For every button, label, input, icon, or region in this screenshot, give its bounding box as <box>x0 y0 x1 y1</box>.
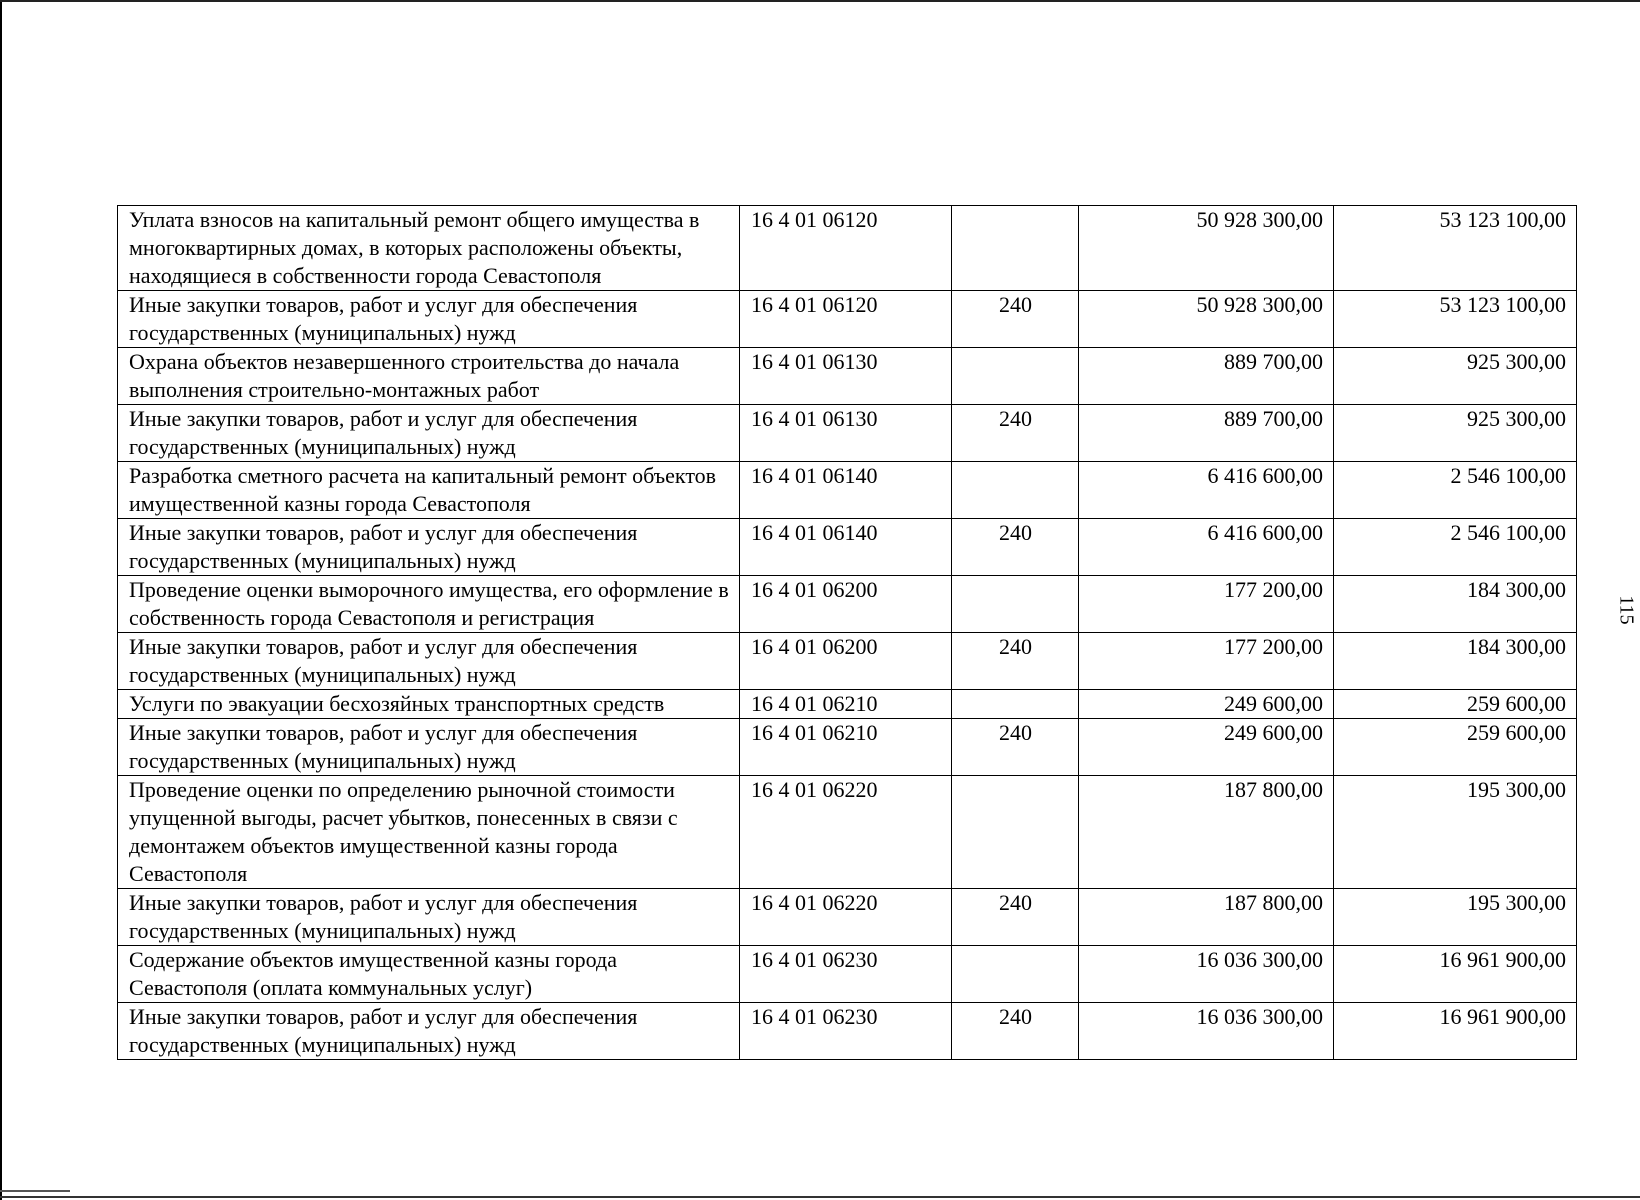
row-code: 16 4 01 06120 <box>740 291 952 348</box>
row-amount-1: 50 928 300,00 <box>1079 291 1334 348</box>
row-amount-2: 2 546 100,00 <box>1334 462 1577 519</box>
row-code: 16 4 01 06230 <box>740 946 952 1003</box>
row-name: Иные закупки товаров, работ и услуг для обеспечения государственных (муниципальных) нужд <box>118 633 740 690</box>
row-code: 16 4 01 06120 <box>740 206 952 291</box>
row-expense-type: 240 <box>952 1003 1079 1060</box>
row-amount-2: 195 300,00 <box>1334 776 1577 889</box>
row-amount-1: 6 416 600,00 <box>1079 462 1334 519</box>
row-name: Иные закупки товаров, работ и услуг для обеспечения государственных (муниципальных) нужд <box>118 519 740 576</box>
row-code: 16 4 01 06130 <box>740 348 952 405</box>
table-row <box>118 291 1577 348</box>
row-code: 16 4 01 06200 <box>740 633 952 690</box>
table-row <box>118 462 1577 519</box>
row-amount-1: 177 200,00 <box>1079 633 1334 690</box>
row-amount-2: 925 300,00 <box>1334 405 1577 462</box>
table-row <box>118 946 1577 1003</box>
table-row <box>118 776 1577 889</box>
row-name: Уплата взносов на капитальный ремонт общего имущества в многоквартирных домах, в которых расположены объекты, находящиеся в собственности города Севастополя <box>118 206 740 291</box>
table-row <box>118 348 1577 405</box>
row-expense-type: 240 <box>952 291 1079 348</box>
row-expense-type <box>952 348 1079 405</box>
row-code: 16 4 01 06140 <box>740 519 952 576</box>
row-amount-2: 259 600,00 <box>1334 690 1577 719</box>
table-row <box>118 1003 1577 1060</box>
scan-edge-left <box>0 0 2 1200</box>
row-amount-1: 249 600,00 <box>1079 690 1334 719</box>
row-code: 16 4 01 06210 <box>740 719 952 776</box>
scan-edge-bottom <box>0 1196 1640 1198</box>
row-code: 16 4 01 06200 <box>740 576 952 633</box>
row-expense-type <box>952 206 1079 291</box>
row-amount-2: 184 300,00 <box>1334 576 1577 633</box>
row-amount-1: 16 036 300,00 <box>1079 946 1334 1003</box>
row-code: 16 4 01 06130 <box>740 405 952 462</box>
row-name: Проведение оценки по определению рыночной стоимости упущенной выгоды, расчет убытков, понесенных в связи с демонтажем объектов имущественной казны города Севастополя <box>118 776 740 889</box>
page-number: 115 <box>1615 595 1638 625</box>
table-row <box>118 889 1577 946</box>
row-expense-type <box>952 776 1079 889</box>
row-code: 16 4 01 06140 <box>740 462 952 519</box>
row-name: Иные закупки товаров, работ и услуг для обеспечения государственных (муниципальных) нужд <box>118 291 740 348</box>
row-name: Иные закупки товаров, работ и услуг для обеспечения государственных (муниципальных) нужд <box>118 889 740 946</box>
budget-table <box>117 205 1577 1060</box>
scan-edge-top <box>0 0 1640 2</box>
row-expense-type: 240 <box>952 889 1079 946</box>
row-expense-type <box>952 462 1079 519</box>
table-row <box>118 519 1577 576</box>
table-row <box>118 405 1577 462</box>
row-name: Содержание объектов имущественной казны города Севастополя (оплата коммунальных услуг) <box>118 946 740 1003</box>
table-row <box>118 206 1577 291</box>
row-amount-2: 53 123 100,00 <box>1334 206 1577 291</box>
row-amount-1: 6 416 600,00 <box>1079 519 1334 576</box>
scan-mark-bottom <box>0 1190 70 1192</box>
row-expense-type <box>952 576 1079 633</box>
row-name: Разработка сметного расчета на капитальный ремонт объектов имущественной казны города Севастополя <box>118 462 740 519</box>
row-code: 16 4 01 06230 <box>740 1003 952 1060</box>
row-expense-type: 240 <box>952 633 1079 690</box>
row-name: Иные закупки товаров, работ и услуг для обеспечения государственных (муниципальных) нужд <box>118 719 740 776</box>
row-amount-1: 187 800,00 <box>1079 776 1334 889</box>
row-code: 16 4 01 06220 <box>740 889 952 946</box>
row-amount-2: 195 300,00 <box>1334 889 1577 946</box>
row-amount-1: 50 928 300,00 <box>1079 206 1334 291</box>
row-amount-2: 53 123 100,00 <box>1334 291 1577 348</box>
row-amount-2: 16 961 900,00 <box>1334 1003 1577 1060</box>
table-row <box>118 576 1577 633</box>
row-name: Проведение оценки выморочного имущества, его оформление в собственность города Севастополя и регистрация <box>118 576 740 633</box>
row-expense-type: 240 <box>952 719 1079 776</box>
row-name: Услуги по эвакуации бесхозяйных транспортных средств <box>118 690 740 719</box>
row-amount-2: 259 600,00 <box>1334 719 1577 776</box>
row-expense-type <box>952 690 1079 719</box>
budget-table-body <box>118 206 1577 1060</box>
row-name: Иные закупки товаров, работ и услуг для обеспечения государственных (муниципальных) нужд <box>118 405 740 462</box>
row-amount-1: 177 200,00 <box>1079 576 1334 633</box>
row-expense-type: 240 <box>952 405 1079 462</box>
table-row <box>118 633 1577 690</box>
row-amount-2: 16 961 900,00 <box>1334 946 1577 1003</box>
row-amount-2: 925 300,00 <box>1334 348 1577 405</box>
row-name: Иные закупки товаров, работ и услуг для обеспечения государственных (муниципальных) нужд <box>118 1003 740 1060</box>
row-code: 16 4 01 06220 <box>740 776 952 889</box>
row-expense-type <box>952 946 1079 1003</box>
row-amount-1: 187 800,00 <box>1079 889 1334 946</box>
row-amount-2: 184 300,00 <box>1334 633 1577 690</box>
row-amount-1: 16 036 300,00 <box>1079 1003 1334 1060</box>
row-name: Охрана объектов незавершенного строительства до начала выполнения строительно-монтажных работ <box>118 348 740 405</box>
row-expense-type: 240 <box>952 519 1079 576</box>
row-amount-1: 889 700,00 <box>1079 405 1334 462</box>
row-amount-1: 249 600,00 <box>1079 719 1334 776</box>
row-amount-2: 2 546 100,00 <box>1334 519 1577 576</box>
table-row <box>118 719 1577 776</box>
row-code: 16 4 01 06210 <box>740 690 952 719</box>
table-row <box>118 690 1577 719</box>
row-amount-1: 889 700,00 <box>1079 348 1334 405</box>
